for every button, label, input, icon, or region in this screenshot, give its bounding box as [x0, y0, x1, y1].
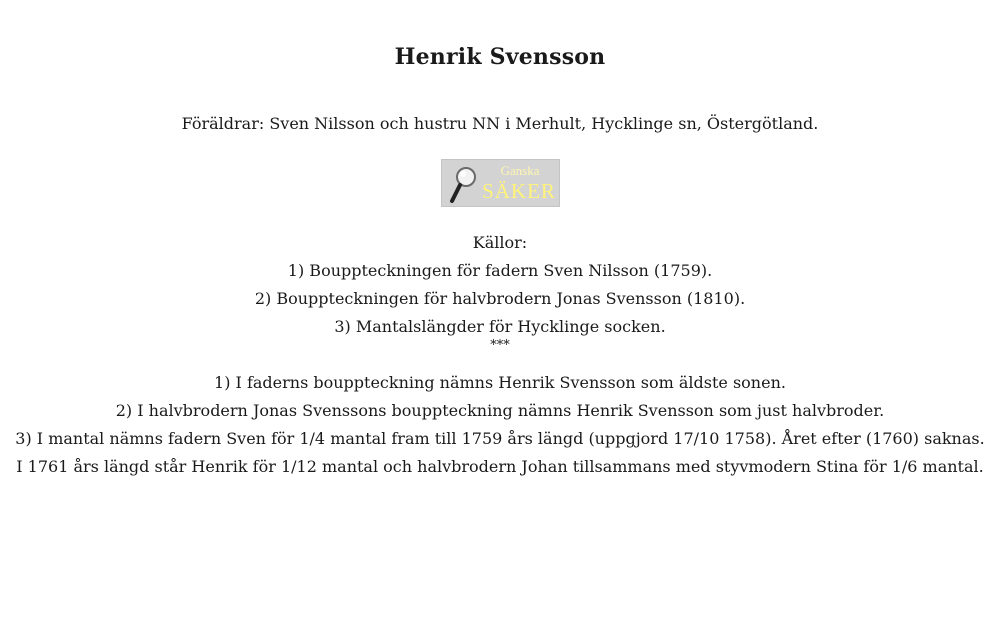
magnifier-icon	[448, 164, 480, 204]
certainty-badge	[441, 159, 560, 207]
sources-section	[0, 229, 1000, 357]
sources-heading: Källor:	[472, 233, 528, 252]
notes-section	[0, 369, 1000, 481]
note-line: 2) I halvbrodern Jonas Svenssons bouppteckning nämns Henrik Svensson som just halvbroder.	[115, 401, 885, 420]
note-line: I 1761 års längd står Henrik för 1/12 mantal och halvbrodern Johan tillsammans med styvmodern Stina för 1/6 mantal.	[16, 457, 984, 476]
badge-line-2: SÄKER	[482, 179, 556, 203]
badge-line-1: Ganska	[500, 163, 540, 178]
source-item: 3) Mantalslängder för Hycklinge socken.	[334, 317, 666, 336]
parents-line: Föräldrar: Sven Nilsson och hustru NN i Merhult, Hycklinge sn, Östergötland.	[181, 114, 819, 133]
source-item: 2) Bouppteckningen för halvbrodern Jonas Svensson (1810).	[254, 289, 746, 308]
source-item: 1) Bouppteckningen för fadern Sven Nilsson (1759).	[287, 261, 713, 280]
note-line: 1) I faderns bouppteckning nämns Henrik Svensson som äldste sonen.	[214, 373, 786, 392]
note-line: 3) I mantal nämns fadern Sven för 1/4 mantal fram till 1759 års längd (uppgjord 17/10 1758). Året efter (1760) saknas.	[15, 429, 985, 448]
section-separator: ***	[490, 338, 510, 353]
page-title: Henrik Svensson	[394, 44, 606, 70]
